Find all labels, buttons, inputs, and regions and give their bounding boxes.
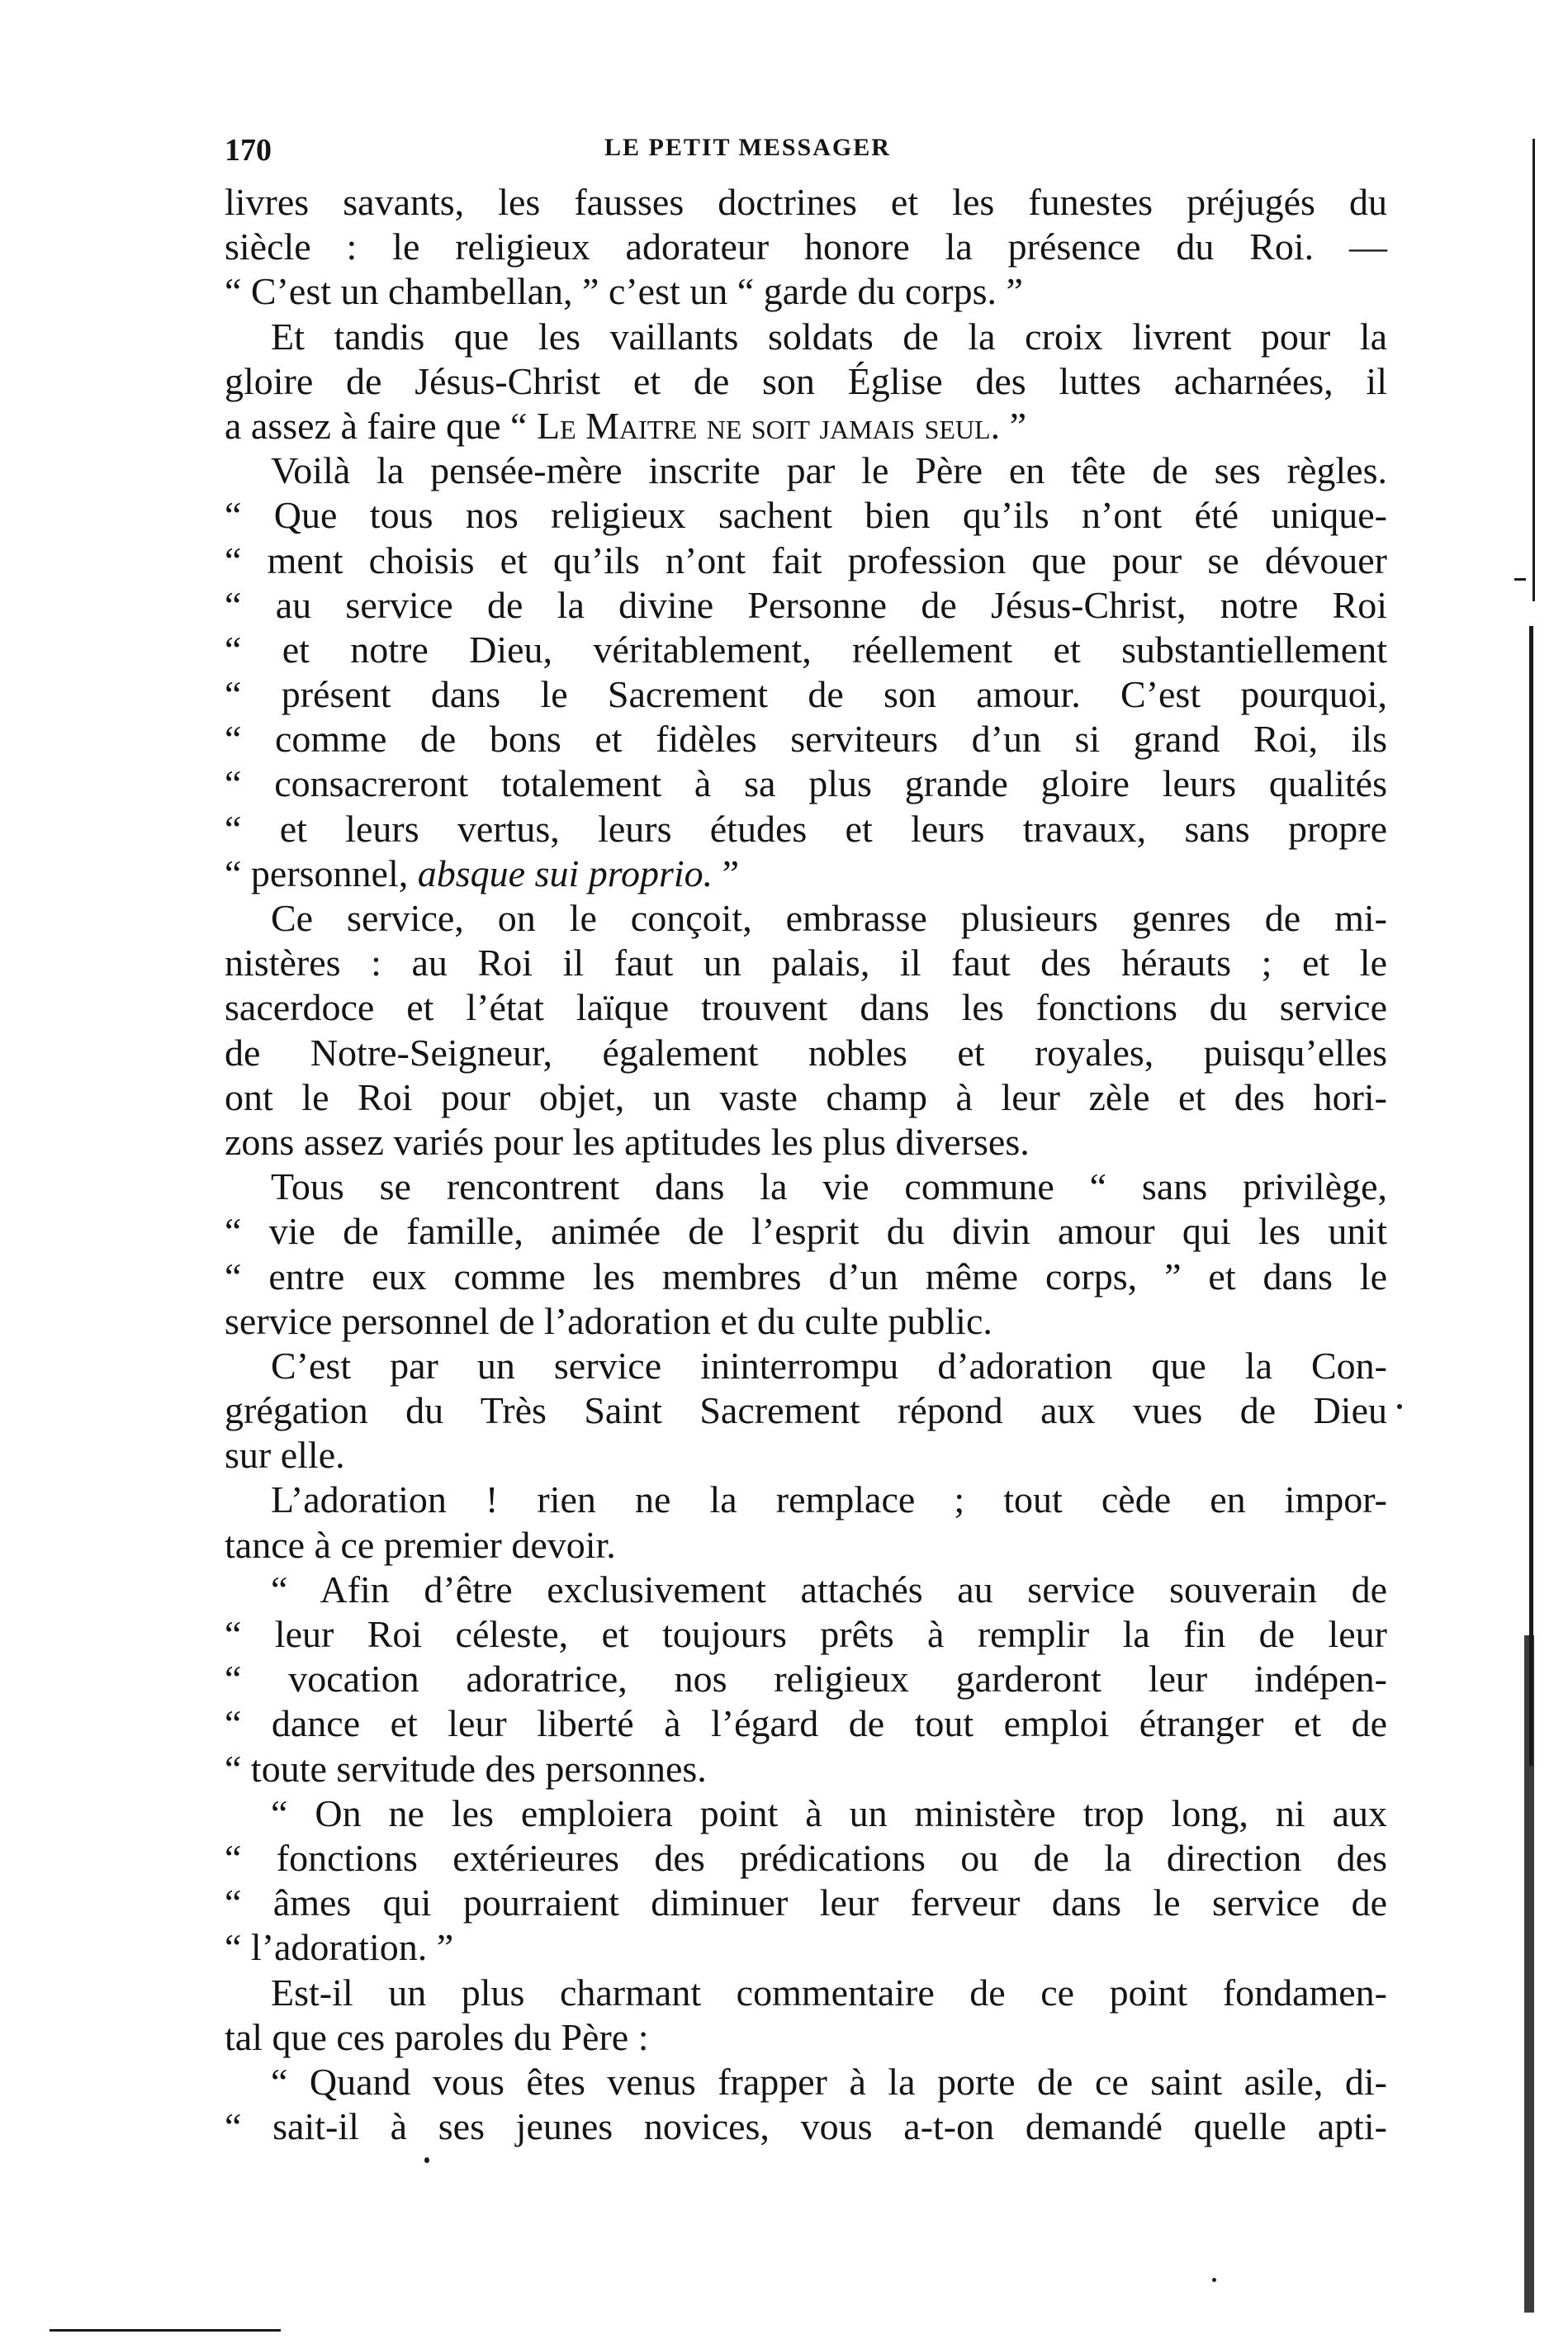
line-text: “ ment choisis et qu’ils n’ont fait profession que pour se dévouer (225, 538, 1387, 581)
line-text: “ âmes qui pourraient diminuer leur ferveur dans le service de (225, 1881, 1387, 1924)
line-text: ont le Roi pour objet, un vaste champ à leur zèle et des hori- (225, 1075, 1387, 1118)
line-text: “ On ne les emploiera point à un ministère trop long, ni aux (271, 1791, 1387, 1834)
text-line (225, 583, 1387, 628)
running-title: LE PETIT MESSAGER (604, 134, 891, 161)
text-line (225, 2104, 1387, 2149)
speck-mark (1212, 2278, 1216, 2282)
line-text: “ vie de famille, animée de l’esprit du divin amour qui les unit (225, 1210, 1387, 1253)
text-line (225, 1657, 1387, 1701)
line-text: Est-il un plus charmant commentaire de ce point fondamen- (271, 1971, 1387, 2014)
line-text: livres savants, les fausses doctrines et les funestes préjugés du (225, 181, 1387, 223)
text-line (225, 1388, 1387, 1433)
text-line (225, 852, 1387, 896)
line-text: Ce service, on le conçoit, embrasse plusieurs genres de mi- (271, 897, 1387, 939)
text-line (225, 1255, 1387, 1299)
line-text: grégation du Très Saint Sacrement répond aux vues de Dieu (225, 1389, 1387, 1432)
text-line (225, 404, 1387, 448)
line-text: C’est par un service ininterrompu d’adoration que la Con- (271, 1344, 1387, 1387)
text-line (225, 1881, 1387, 1925)
speck-mark (424, 2157, 429, 2163)
text-line (225, 2060, 1387, 2104)
line-text: “ dance et leur liberté à l’égard de tout emploi étranger et de (225, 1702, 1387, 1745)
line-text: “ comme de bons et fidèles serviteurs d’un si grand Roi, ils (225, 718, 1387, 761)
line-text: ” (1000, 404, 1026, 447)
text-line (225, 1701, 1387, 1746)
text-line (225, 807, 1387, 852)
line-text: “ Quand vous êtes venus frapper à la porte de ce saint asile, di- (271, 2060, 1387, 2103)
line-text: nistères : au Roi il faut un palais, il faut des hérauts ; et le (225, 942, 1387, 984)
text-line (225, 1031, 1387, 1075)
text-line (225, 1478, 1387, 1522)
text-line (225, 180, 1387, 225)
body-text (225, 180, 1387, 2149)
text-line (225, 448, 1387, 493)
text-line (225, 1209, 1387, 1254)
page-number: 170 (225, 133, 272, 168)
text-line (225, 1299, 1387, 1344)
text-line (225, 315, 1387, 359)
line-text: Tous se rencontrent dans la vie commune “ sans privilège, (271, 1165, 1387, 1208)
line-text: service personnel de l’adoration et du culte public. (225, 1299, 992, 1342)
text-line (225, 1120, 1387, 1165)
line-text: gloire de Jésus-Christ et de son Église des luttes acharnées, il (225, 359, 1387, 402)
text-line (225, 1165, 1387, 1209)
small-caps-text: Le Maitre ne soit jamais seul. (536, 404, 1001, 447)
line-text: ” (713, 852, 740, 894)
text-line (225, 269, 1387, 314)
text-line (225, 761, 1387, 806)
line-text: sacerdoce et l’état laïque trouvent dans les fonctions du service (225, 986, 1387, 1029)
text-line (225, 493, 1387, 538)
line-text: “ fonctions extérieures des prédications ou de la direction des (225, 1836, 1387, 1879)
text-line (225, 1836, 1387, 1881)
text-line (225, 1433, 1387, 1478)
line-text: a assez à faire que “ (225, 404, 537, 447)
line-text: “ C’est un chambellan, ” c’est un “ garde du corps. ” (225, 270, 1023, 313)
right-edge-line-bottom (1524, 1635, 1534, 2313)
right-edge-line-upper (1532, 139, 1535, 601)
line-text: L’adoration ! rien ne la remplace ; tout cède en impor- (271, 1478, 1387, 1521)
italic-text: absque sui proprio. (417, 852, 713, 894)
text-line (225, 1075, 1387, 1120)
bottom-rule (50, 2329, 281, 2332)
text-line (225, 538, 1387, 583)
text-line (225, 672, 1387, 717)
line-text: “ et leurs vertus, leurs études et leurs travaux, sans propre (225, 807, 1387, 850)
line-text: “ entre eux comme les membres d’un même corps, ” et dans le (225, 1255, 1387, 1298)
right-edge-tick (1514, 578, 1526, 581)
text-line (225, 1971, 1387, 2015)
line-text: “ sait-il à ses jeunes novices, vous a-t-on demandé quelle apti- (225, 2105, 1387, 2148)
text-line (225, 1612, 1387, 1657)
line-text: “ Que tous nos religieux sachent bien qu’ils n’ont été unique- (225, 494, 1387, 537)
line-text: zons assez variés pour les aptitudes les plus diverses. (225, 1120, 1030, 1163)
text-line (225, 1925, 1387, 1970)
line-text: “ Afin d’être exclusivement attachés au service souverain de (271, 1568, 1387, 1611)
text-line (225, 1791, 1387, 1836)
text-line (225, 1523, 1387, 1568)
line-text: “ au service de la divine Personne de Jésus-Christ, notre Roi (225, 583, 1387, 626)
text-line (225, 896, 1387, 941)
text-line (225, 225, 1387, 269)
line-text: Et tandis que les vaillants soldats de la croix livrent pour la (271, 315, 1387, 358)
line-text: tal que ces paroles du Père : (225, 2015, 649, 2058)
line-text: “ vocation adoratrice, nos religieux garderont leur indépen- (225, 1658, 1387, 1701)
text-line (225, 941, 1387, 985)
text-line (225, 359, 1387, 404)
text-line (225, 628, 1387, 672)
speck-mark (1397, 1404, 1402, 1409)
page-header (225, 132, 1387, 173)
text-line (225, 1344, 1387, 1388)
text-line (225, 985, 1387, 1030)
line-text: “ l’adoration. ” (225, 1926, 454, 1969)
text-line (225, 1568, 1387, 1612)
line-text: tance à ce premier devoir. (225, 1523, 616, 1566)
line-text: “ et notre Dieu, véritablement, réellement et substantiellement (225, 628, 1387, 671)
line-text: “ présent dans le Sacrement de son amour. C’est pourquoi, (225, 673, 1387, 716)
text-line (225, 2015, 1387, 2060)
line-text: “ toute servitude des personnes. (225, 1747, 707, 1790)
line-text: siècle : le religieux adorateur honore la présence du Roi. — (225, 225, 1387, 268)
text-line (225, 717, 1387, 761)
text-line (225, 1747, 1387, 1791)
line-text: sur elle. (225, 1434, 345, 1477)
line-text: “ leur Roi céleste, et toujours prêts à remplir la fin de leur (225, 1613, 1387, 1655)
line-text: de Notre-Seigneur, également nobles et royales, puisqu’elles (225, 1031, 1387, 1074)
line-text: Voilà la pensée-mère inscrite par le Père en tête de ses règles. (271, 449, 1387, 492)
right-edge-line-lower (1529, 626, 1533, 1766)
line-text: “ consacreront totalement à sa plus grande gloire leurs qualités (225, 762, 1387, 805)
line-text: “ personnel, (225, 852, 418, 894)
